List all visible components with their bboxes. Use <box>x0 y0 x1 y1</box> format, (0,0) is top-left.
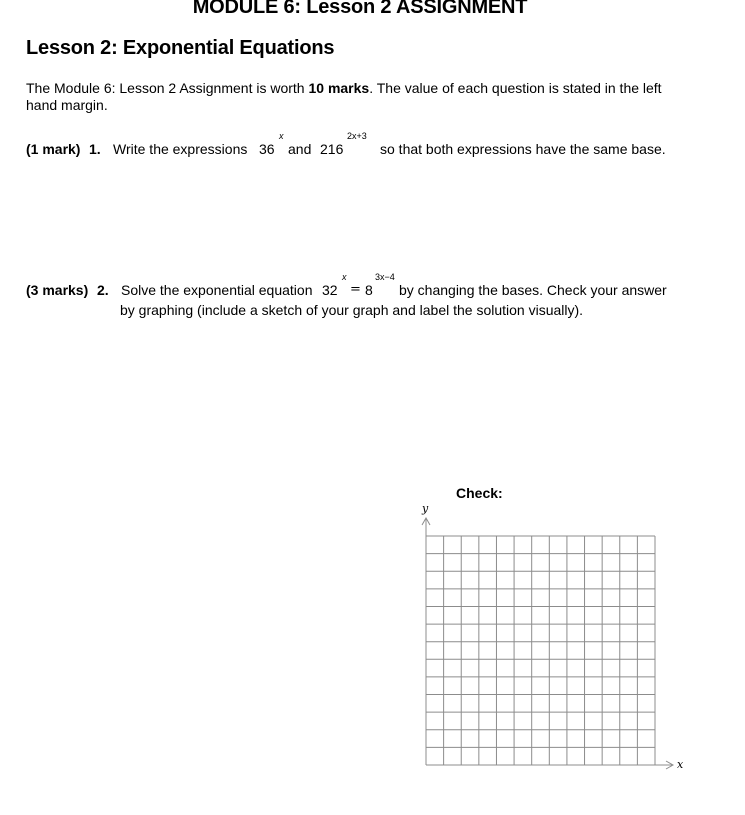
x-axis-arrow <box>655 761 673 769</box>
question-2-text-end: by changing the bases. Check your answer <box>399 282 667 298</box>
x-axis-label: x <box>677 758 684 771</box>
y-axis-label: y <box>422 502 429 515</box>
intro-marks-total: 10 marks <box>308 80 370 96</box>
grid-lines <box>426 536 655 765</box>
question-1-exponent-2: 2x+3 <box>347 131 367 141</box>
question-2-number: 2. <box>97 282 109 298</box>
question-1-base-216: 216 <box>320 141 344 157</box>
question-1-number: 1. <box>89 141 101 157</box>
question-1-text-end: so that both expressions have the same base. <box>380 141 666 157</box>
question-1-and: and <box>288 141 312 157</box>
question-1-exponent-1: x <box>279 131 284 141</box>
module-title: MODULE 6: Lesson 2 ASSIGNMENT <box>192 0 528 18</box>
question-2-marks: (3 marks) <box>26 282 89 298</box>
question-1-text: Write the expressions <box>113 141 248 157</box>
question-2-line-2: by graphing (include a sketch of your graph and label the solution visually). <box>120 302 584 318</box>
lesson-title: Lesson 2: Exponential Equations <box>26 37 335 59</box>
question-1-marks: (1 mark) <box>26 141 81 157</box>
question-2-text: Solve the exponential equation <box>121 282 313 298</box>
intro-text-start: The Module 6: Lesson 2 Assignment is worth <box>26 80 309 96</box>
question-1-base-36: 36 <box>259 141 275 157</box>
question-2-exponent-2: 3x−4 <box>375 272 395 282</box>
question-2-equals: = <box>350 282 361 297</box>
y-axis-arrow <box>422 518 430 536</box>
question-2-base-32: 32 <box>322 282 338 298</box>
check-label: Check: <box>456 485 503 501</box>
intro-text-end: . The value of each question is stated in the left hand margin. <box>26 80 662 113</box>
question-2-base-8: 8 <box>365 282 373 298</box>
question-2-exponent-1: x <box>342 272 347 282</box>
